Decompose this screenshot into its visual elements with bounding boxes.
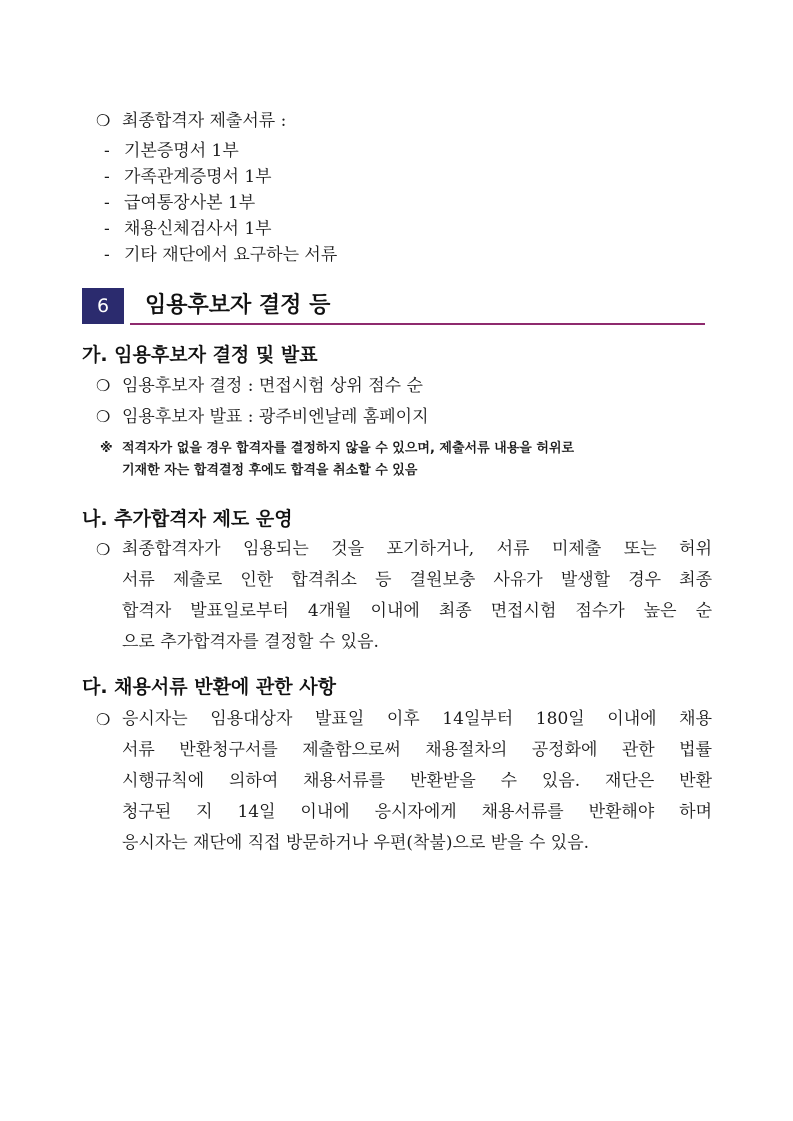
section-underline [130,323,705,325]
circle-bullet-icon: ❍ [96,540,111,559]
section-number-badge: 6 [82,288,124,324]
list-item-text: 임용후보자 결정 : 면접시험 상위 점수 순 [122,376,423,396]
submission-title [96,110,286,132]
subsection-heading-ga: 가. 임용후보자 결정 및 발표 [82,344,318,366]
paragraph-line: 합격자 발표일로부터 4개월 이내에 최종 면접시험 점수가 높은 순 [122,601,712,621]
note-line-1: 적격자가 없을 경우 합격자를 결정하지 않을 수 있으며, 제출서류 내용을 허위로 [122,441,575,456]
paragraph-line: 시행규칙에 의하여 채용서류를 반환받을 수 있음. 재단은 반환 [122,771,712,791]
circle-bullet-icon: ❍ [96,376,111,395]
dash-bullet-icon: - [104,167,110,187]
note-line-2: 기재한 자는 합격결정 후에도 합격을 취소할 수 있음 [122,463,418,478]
paragraph-line: 으로 추가합격자를 결정할 수 있음. [122,632,379,652]
list-item-text: 기타 재단에서 요구하는 서류 [124,245,338,265]
list-item [104,218,272,240]
paragraph-line: 응시자는 재단에 직접 방문하거나 우편(착불)으로 받을 수 있음. [122,833,590,853]
list-item [104,140,239,162]
submission-title-text: 최종합격자 제출서류 : [122,111,287,131]
reference-mark-icon: ※ [100,441,113,456]
dash-bullet-icon: - [104,141,110,161]
list-item [104,192,255,214]
paragraph-line: 서류 반환청구서를 제출함으로써 채용절차의 공정화에 관한 법률 [122,740,712,760]
paragraph-line: 청구된 지 14일 이내에 응시자에게 채용서류를 반환해야 하며 [122,802,712,822]
paragraph-line: 서류 제출로 인한 합격취소 등 결원보충 사유가 발생할 경우 최종 [122,570,712,590]
list-item-text: 가족관계증명서 1부 [124,167,272,187]
warning-note [100,438,712,482]
section-title: 임용후보자 결정 등 [145,293,331,318]
list-item-text: 임용후보자 발표 : 광주비엔날레 홈페이지 [122,407,429,427]
circle-bullet-icon: ❍ [96,407,111,426]
list-item [104,244,337,266]
circle-bullet-icon: ❍ [96,710,111,729]
paragraph-line: 응시자는 임용대상자 발표일 이후 14일부터 180일 이내에 채용 [122,709,712,729]
paragraph-na [96,534,712,658]
dash-bullet-icon: - [104,245,110,265]
dash-bullet-icon: - [104,193,110,213]
subsection-heading-na: 나. 추가합격자 제도 운영 [82,508,293,530]
list-item-text: 기본증명서 1부 [124,141,239,161]
list-item-text: 급여통장사본 1부 [124,193,256,213]
paragraph-da [96,704,712,859]
list-item [96,406,429,428]
subsection-heading-da: 다. 채용서류 반환에 관한 사항 [82,676,336,698]
list-item [104,166,272,188]
list-item [96,375,423,397]
paragraph-line: 최종합격자가 임용되는 것을 포기하거나, 서류 미제출 또는 허위 [122,539,712,559]
list-item-text: 채용신체검사서 1부 [124,219,272,239]
circle-bullet-icon: ❍ [96,111,111,130]
dash-bullet-icon: - [104,219,110,239]
